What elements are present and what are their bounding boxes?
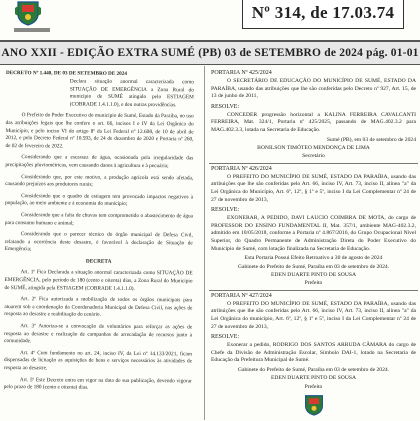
portaria-426-resolution: EXONERAR, A PEDIDO, DAVI LAUCIO COIMBRA DE MOTA, do cargo de PROFESSOR DO ENSINO FUNDAMENTAL II, Mat. 357/1, ambiente MAG-402.3.2, admitido em 10/05/2018, conforme a Portaria nº 4.867/2016, do Grupo Ocupacional Nível Superior, do Quadro Permanente de Administração Direta do Poder Executivo do Município de Sumé, com lotação finalizada na Secretaria de Educação. — [211, 215, 416, 252]
portaria-425-place: Sumé (PB), em 03 de setembro de 2024 — [326, 136, 416, 143]
decree-consider-4: Considerando que a falta de chuvas tem comprometido o abastecimento de água para consumo humano e animal; — [4, 212, 194, 227]
decree-title: DECRETO Nº 1.440, DE 03 DE SETEMBRO DE 2024 — [5, 70, 127, 77]
portaria-427-role: Prefeito — [304, 383, 323, 390]
masthead — [0, 0, 420, 40]
separator — [209, 290, 418, 291]
decree-consider-2: Considerando que, por este motivo, a produção agrícola está sendo afetada, causando prejuízos aos produtores rurais; — [5, 173, 194, 188]
portaria-426-resolve: RESOLVE: — [211, 207, 240, 214]
decree-column — [0, 70, 200, 421]
municipal-coat-of-arms-icon — [14, 0, 42, 26]
decree-art-1: Art. 1º Fica Declarada a situação anormal caracterizada como SITUAÇÃO DE EMERGÊNCIA, pelo período de 180 (cento e oitenta) dias, a Zona Rural do Município de SUMÉ, atingida pela ESTIAGEM (COBRADE 1.4.1.1.0). — [4, 269, 193, 292]
portaria-427-place: Gabinete do Prefeito de Sumé, Paraíba em 03 de setembro de 2024. — [237, 366, 390, 373]
decree-consider-1: Considerando que a escassez de água, ocasionada pela irregularidade das precipitações pluviométricas, vem causando danos à agricultura e à pecuária; — [5, 154, 194, 170]
portaria-426-effect: Esta Portaria Possui Efeito Retroativo a 30 de agosto de 2024 — [244, 255, 383, 262]
portaria-425-signatory: BONILSON TIMÓTEO MENDONÇA DE LIMA — [257, 144, 370, 151]
decree-art-3: Art. 3º Autoriza-se a convocação de voluntários para reforçar as ações de resposta ao desastre e realização de campanhas de arrecadação de recursos junto à comunidade. — [4, 323, 193, 345]
edition-number: Nº 314, de 17.03.74 — [251, 3, 395, 22]
portaria-425-head: PORTARIA Nº 425/2024 — [211, 70, 272, 76]
portaria-426-signatory: EDEN DUARTE PINTO DE SOUSA — [270, 271, 357, 278]
separator — [209, 163, 418, 164]
portaria-427-signatory: EDEN DUARTE PINTO DE SOUSA — [270, 375, 357, 382]
portaria-425-body: O SECRETÁRIO DE EDUCAÇÃO DO MUNICÍPIO DE SUMÉ, ESTADO DA PARAÍBA, usando das atribuições que lhe são conferidas pelo Decreto nº 927, Art. 15, de 13 de junho de 2011, — [211, 78, 416, 100]
decree-art-5: Art. 5º Este Decreto entra em vigor na data de sua publicação, devendo vigorar pelo prazo de 180 (cento e oitenta) dias. — [3, 376, 192, 391]
dateline-rule — [0, 64, 420, 65]
footer-coat-of-arms-icon — [300, 394, 328, 416]
decree-consider-3: Considerando que o quadro de estiagem tem provocado impactos negativos à população, ao meio ambiente e à economia do município; — [5, 192, 194, 208]
decree-decreta: DECRETA — [85, 258, 112, 265]
portaria-425-resolution: CONCEDER progressão horizontal a KALINA FERREIRA CAVALCANTI FERREIRA, Mat. 324/1, Portaria nº 425/2025, passando de MAG.402.3.2 para MAG.402.3.3, lotada na Secretaria de Educação. — [211, 111, 416, 133]
portaria-427-head: PORTARIA Nº 427/2024 — [211, 292, 272, 299]
portaria-427-resolve: RESOLVE: — [211, 334, 240, 341]
decree-art-4: Art. 4º Com fundamento no art. 24, inciso IV, da Lei nº 14.133/2021, ficam dispensadas de licitação as aquisições de bens e serviços necessários às atividades de resposta ao desastre. — [3, 349, 193, 372]
decree-art-2: Art. 2º Fica autorizada a mobilização de todos os órgãos municipais para atuarem sob a coordenação da Coordenadoria Municipal de Defesa Civil, nas ações de resposta ao desastre e reabilitação do cenário. — [4, 296, 193, 319]
edition-box — [242, 0, 404, 29]
dateline: ANO XXII - EDIÇÃO EXTRA SUMÉ (PB) 03 de SETEMBRO de 2024 pág. 01-01 — [0, 42, 420, 64]
portaria-425-resolve: RESOLVE: — [211, 103, 240, 110]
decree-consider-5: Considerando que o parecer técnico do órgão municipal de Defesa Civil, relatando a ocorrência deste desastre, é favorável à declaração de Situação de Emergência; — [4, 231, 193, 253]
logo-caption — [12, 26, 52, 34]
column-divider — [204, 66, 205, 420]
portaria-426-body: O PREFEITO DO MUNICÍPIO DE SUMÉ, ESTADO DA PARAÍBA, usando das atribuições que lhe são conferidas pelo Art. 66, inciso IV, Art. 73, inciso II, alínea "a" da Lei Orgânica do Município, Art. 6º, 12º, § 1º e 5º, inciso I da Lei Complementar nº 24 de 27 de novembro de 2013, — [211, 173, 416, 203]
portaria-427-resolution: Exonerar a pedido, RODRIGO DOS SANTOS ARRUDA CÂMARA do cargo de Chefe da Divisão de Administração Escolar, Símbolo DAI-1, lotado na Secretaria de Educação da Prefeitura Municipal de Sumé. — [211, 342, 416, 364]
portaria-426-role: Prefeito — [304, 280, 323, 287]
portaria-427-body: O PREFEITO DO MUNICÍPIO DE SUMÉ, ESTADO DA PARAÍBA, usando das atribuições que lhe são conferidas pelo Art. 66, inciso IV, Art. 73, inciso II, alínea "a" da Lei Orgânica do município, Art. 6º, 12º, § 1º e 5º, inciso I da Lei Complementar nº 24 de 27 de novembro de 2013, — [211, 300, 416, 330]
portaria-426-place: Gabinete do Prefeito de Sumé, Paraíba em 03 de setembro de 2024. — [237, 263, 390, 270]
portarias-column — [207, 68, 420, 420]
portaria-425-role: Secretário — [302, 153, 325, 160]
decree-summary: Declara situação anormal caracterizada como SITUAÇÃO DE EMERGÊNCIA a Zona Rural do município de SUMÉ atingido pelo ESTIAGEM (COBRADE 1.4.1.1.0), e deu outras providências. — [69, 78, 194, 109]
portaria-426-head: PORTARIA Nº 426/2024 — [211, 165, 272, 172]
decree-preamble: O Prefeito do Poder Executivo do município de Sumé, Estado da Paraíba, no uso das atribuições legais que lhe confere o art. 66, incisos I e IV da Lei Orgânica do Município, e pelo inciso VI do artigo 8º da Lei Federal nº 12.608, de 10 de abril de 2012, e pelo Decreto Federal nº 10.593, de 24 de dezembro de 2020 e Portaria nº 260, de 02 de fevereiro de 2022. — [5, 112, 194, 150]
